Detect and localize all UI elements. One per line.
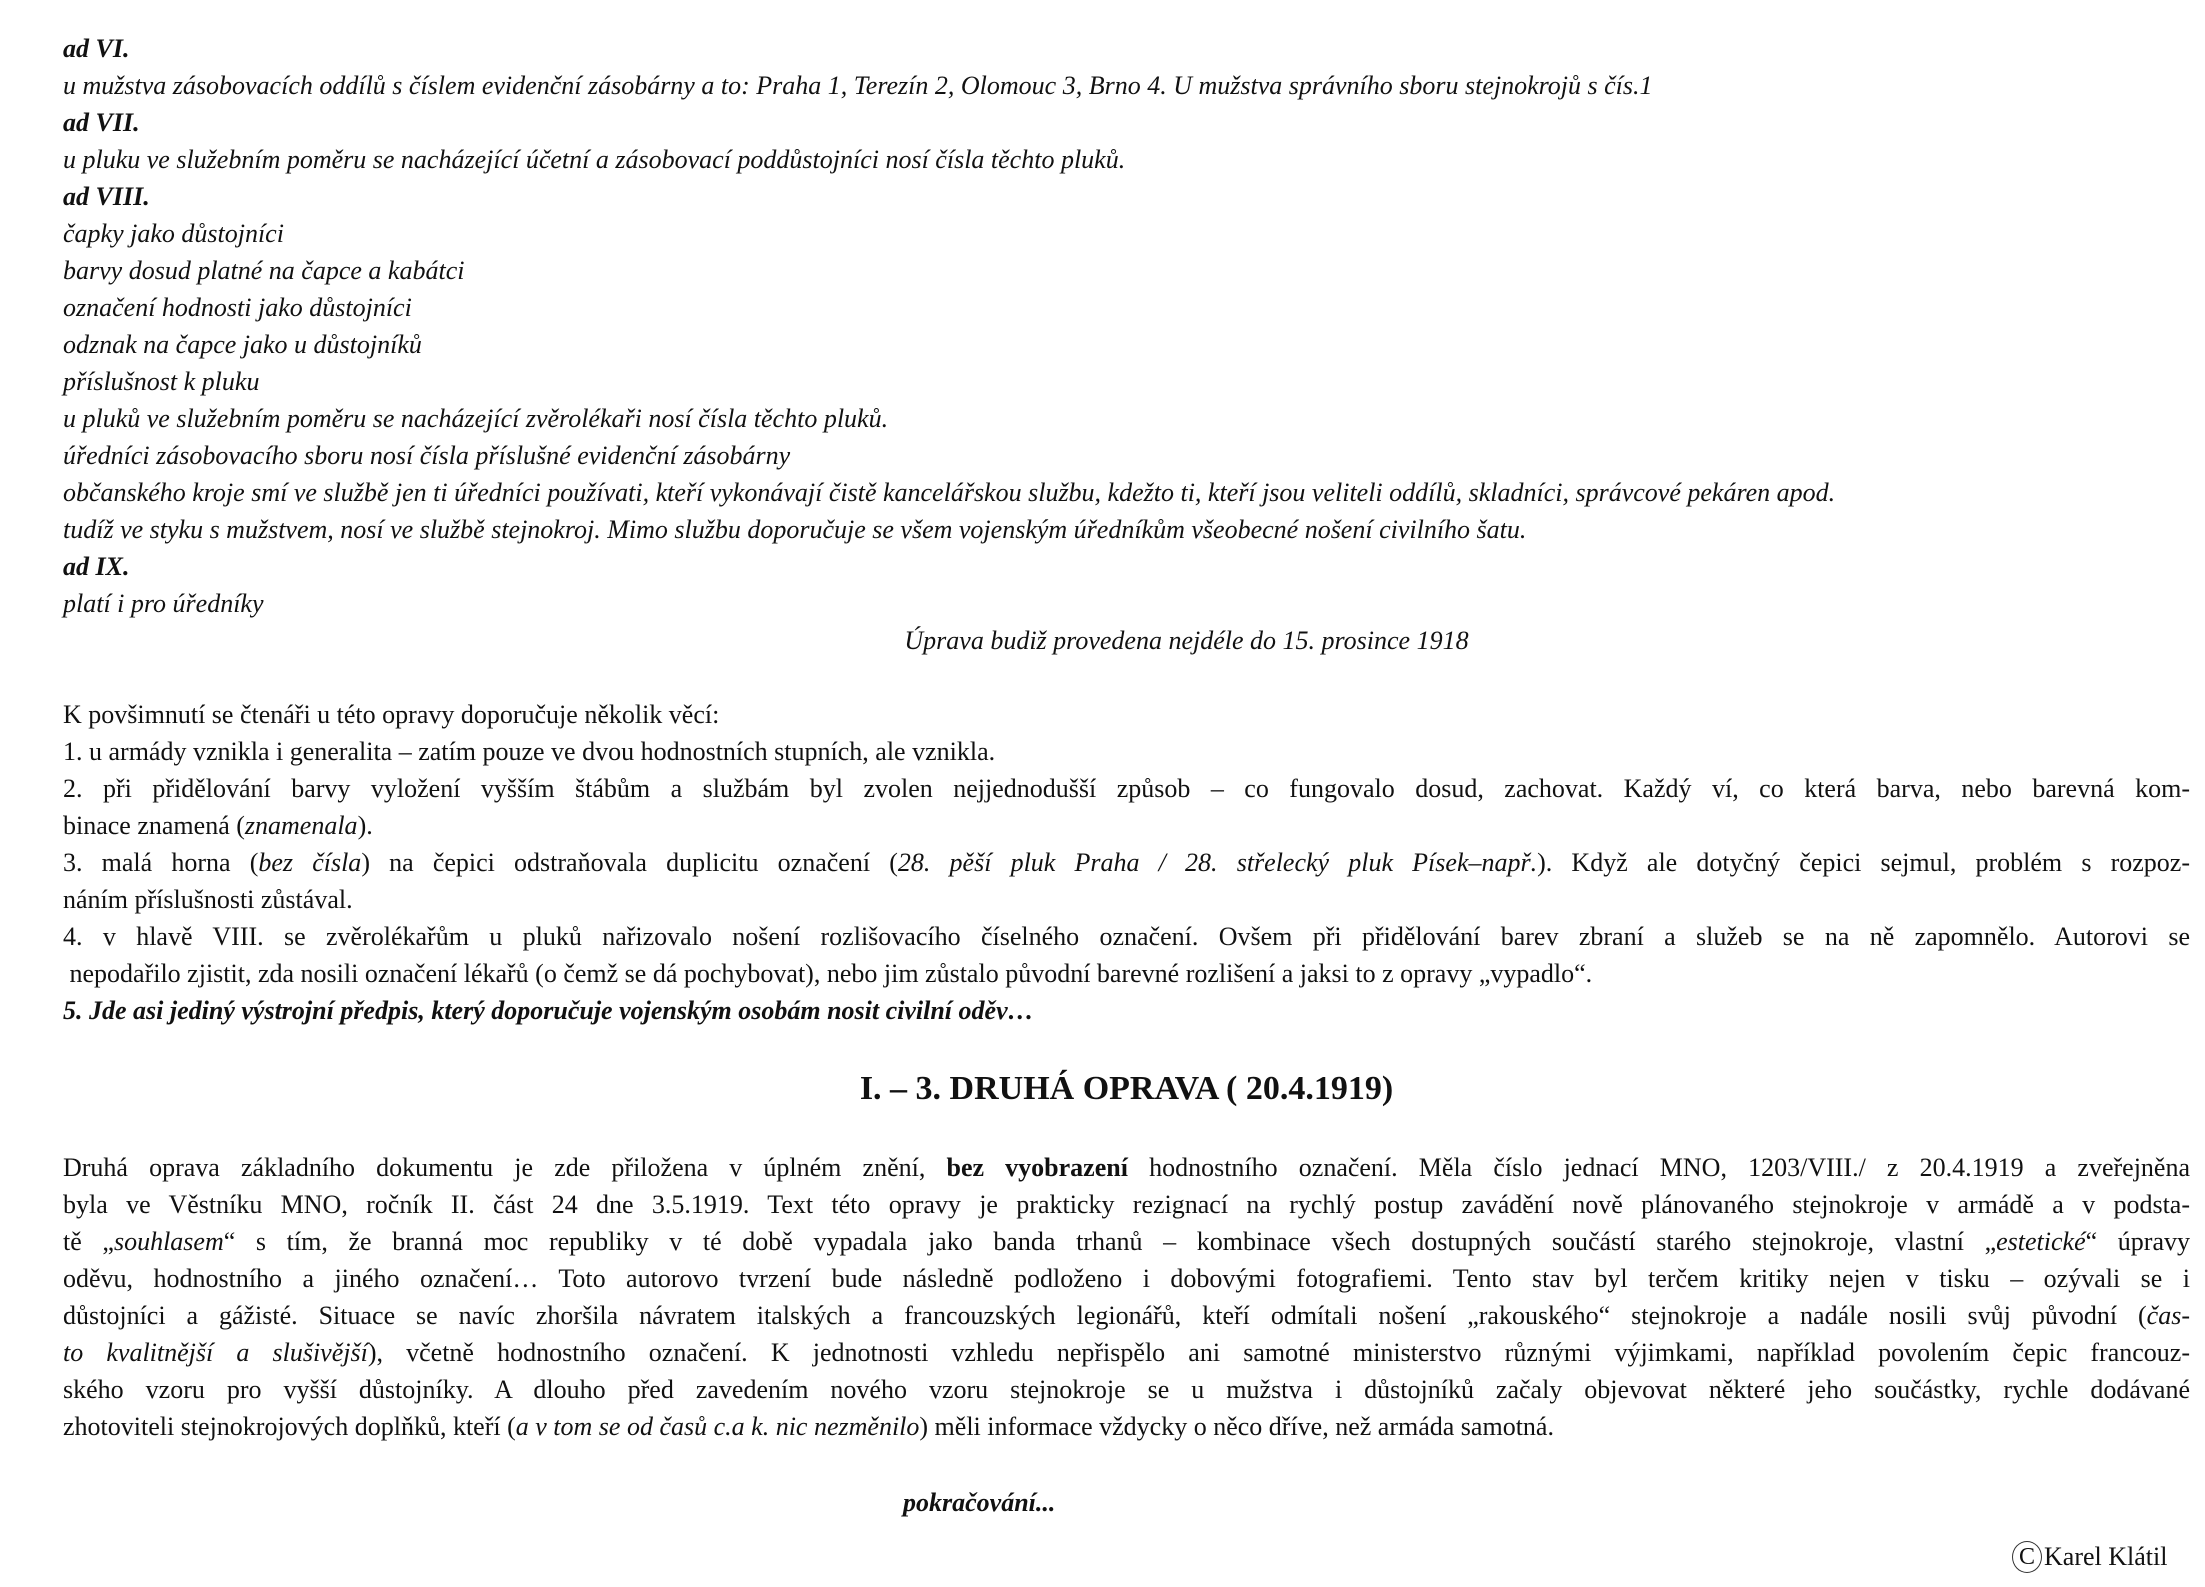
bold-text: bez vyobrazení	[946, 1153, 1128, 1182]
emphasis: estetické	[1996, 1227, 2086, 1256]
text: důstojníci a gážisté. Situace se navíc zhoršila návratem italských a francouzských legionářů, kteří odmítali nošení „rakouského“ stejnokroje a nadále nosili svůj původní (	[63, 1301, 2147, 1330]
copyright-icon: C	[2012, 1541, 2042, 1573]
emphasis: bez čísla	[258, 848, 362, 877]
document-page	[63, 30, 2190, 1445]
text: “ s tím, že branná moc republiky v té době vypadala jako banda trhanů – kombinace všech dostupných součástí starého stejnokroje, vlastní „	[223, 1227, 1997, 1256]
text: tě „	[63, 1227, 114, 1256]
ad-viii-line: příslušnost k pluku	[63, 367, 260, 396]
note-item-1: 1. u armády vznikla i generalita – zatím pouze ve dvou hodnostních stupních, ale vznikla.	[63, 737, 996, 766]
body-paragraph	[63, 1149, 2190, 1445]
ad-viii-heading: ad VIII.	[63, 182, 150, 211]
note-item-3-line-2: náním příslušnosti zůstával.	[63, 885, 353, 914]
paragraph-line	[63, 1223, 2190, 1260]
text: “ úpravy	[2085, 1227, 2191, 1256]
ad-ix-text: platí i pro úředníky	[63, 589, 264, 618]
emphasis: čas-	[2146, 1301, 2190, 1330]
text: Druhá oprava základního dokumentu je zde přiložena v úplném znění,	[63, 1153, 947, 1182]
ad-vii-text: u pluku ve služebním poměru se nacházející účetní a zásobovací poddůstojníci nosí čísla těchto pluků.	[63, 145, 1126, 174]
text: binace znamená (	[63, 811, 245, 840]
spacer	[63, 659, 2190, 696]
ad-vi-text: u mužstva zásobovacích oddílů s číslem evidenční zásobárny a to: Praha 1, Terezín 2, Olomouc 3, Brno 4. U mužstva správního sboru stejnokrojů s čís.1	[63, 71, 1653, 100]
note-item-4-line-1: 4. v hlavě VIII. se zvěrolékařům u pluků nařizovalo nošení rozlišovacího číselného označení. Ovšem při přidělování barev zbraní a služeb se na ně zapomnělo. Autorovi se	[63, 922, 2190, 951]
paragraph-line	[63, 1334, 2190, 1371]
copyright	[2012, 1540, 2167, 1574]
text: 3. malá horna (	[63, 848, 259, 877]
emphasis: a v tom se od časů c.a k. nic nezměnilo	[515, 1412, 920, 1441]
section-heading: I. – 3. DRUHÁ OPRAVA ( 20.4.1919)	[859, 1070, 1394, 1107]
ad-ix-heading: ad IX.	[63, 552, 130, 581]
ad-vii-heading: ad VII.	[63, 108, 140, 137]
ad-viii-line: tudíž ve styku s mužstvem, nosí ve službě stejnokroj. Mimo službu doporučuje se všem vojenským úředníkům všeobecné nošení civilního šatu.	[63, 515, 1527, 544]
ad-viii-line: odznak na čapce jako u důstojníků	[63, 330, 422, 359]
deadline-note: Úprava budiž provedena nejdéle do 15. prosince 1918	[904, 626, 1469, 655]
paragraph-line	[63, 1408, 2190, 1445]
note-item-2-line-2	[63, 807, 2190, 844]
paragraph-line	[63, 1297, 2190, 1334]
text: zhotoviteli stejnokrojových doplňků, kteří (	[63, 1412, 516, 1441]
text: ), včetně hodnostního označení. K jednotnosti vzhledu nepřispělo ani samotné ministerstvo různými výjimkami, například povolením čepic francouz-	[367, 1338, 2190, 1367]
text: hodnostního označení. Měla číslo jednací MNO, 1203/VIII./ z 20.4.1919 a zveřejněna	[1127, 1153, 2190, 1182]
paragraph-line: byla ve Věstníku MNO, ročník II. část 24 dne 3.5.1919. Text této opravy je prakticky rezignací na rychlý postup zavádění nově plánovaného stejnokroje v armádě a v podsta-	[63, 1190, 2190, 1219]
note-item-5: 5. Jde asi jediný výstrojní předpis, který doporučuje vojenským osobám nosit civilní oděv…	[63, 996, 1034, 1025]
text: ) měli informace vždycky o něco dříve, než armáda samotná.	[919, 1412, 1554, 1441]
text: ).	[357, 811, 373, 840]
emphasis: 28. pěší pluk Praha / 28. střelecký pluk Písek–např.	[897, 848, 1538, 877]
text: ). Když ale dotyčný čepici sejmul, problém s rozpoz-	[1537, 848, 2190, 877]
paragraph-line	[63, 1149, 2190, 1186]
emphasis: souhlasem	[113, 1227, 224, 1256]
note-item-4-line-2: nepodařilo zjistit, zda nosili označení lékařů (o čemž se dá pochybovat), nebo jim zůstalo původní barevné rozlišení a jaksi to z opravy „vypadlo“.	[63, 959, 1593, 988]
ad-viii-line: občanského kroje smí ve službě jen ti úředníci používati, kteří vykonávají čistě kancelářskou službu, kdežto ti, kteří jsou veliteli oddílů, skladníci, správcové pekáren apod.	[63, 478, 1836, 507]
emphasis: znamenala	[244, 811, 358, 840]
ad-viii-line: úředníci zásobovacího sboru nosí čísla příslušné evidenční zásobárny	[63, 441, 791, 470]
ad-viii-line: označení hodnosti jako důstojníci	[63, 293, 412, 322]
continuation-note: pokračování...	[903, 1488, 1056, 1517]
note-item-2-line-1: 2. při přidělování barvy vyložení vyšším štábům a službám byl zvolen nejjednodušší způsob – co fungovalo dosud, zachovat. Každý ví, co která barva, nebo barevná kom-	[63, 774, 2190, 803]
ad-viii-line: čapky jako důstojníci	[63, 219, 284, 248]
ad-vi-heading: ad VI.	[63, 34, 130, 63]
ad-viii-line: barvy dosud platné na čapce a kabátci	[63, 256, 465, 285]
ad-viii-line: u pluků ve služebním poměru se nacházející zvěrolékaři nosí čísla těchto pluků.	[63, 404, 889, 433]
emphasis: to kvalitnější a slušivější	[63, 1338, 368, 1367]
note-item-3-line-1	[63, 844, 2190, 881]
copyright-author: Karel Klátil	[2044, 1542, 2168, 1571]
text: ) na čepici odstraňovala duplicitu označení (	[361, 848, 898, 877]
paragraph-line: oděvu, hodnostního a jiného označení… Toto autorovo tvrzení bude následně podloženo i dobovými fotografiemi. Tento stav byl terčem kritiky nejen v tisku – ozývali se i	[63, 1264, 2190, 1293]
paragraph-line: ského vzoru pro vyšší důstojníky. A dlouho před zavedením nového vzoru stejnokroje se u mužstva i důstojníků začaly objevovat některé jeho součástky, rychle dodávané	[63, 1375, 2190, 1404]
notes-intro: K povšimnutí se čtenáři u této opravy doporučuje několik věcí:	[63, 700, 720, 729]
